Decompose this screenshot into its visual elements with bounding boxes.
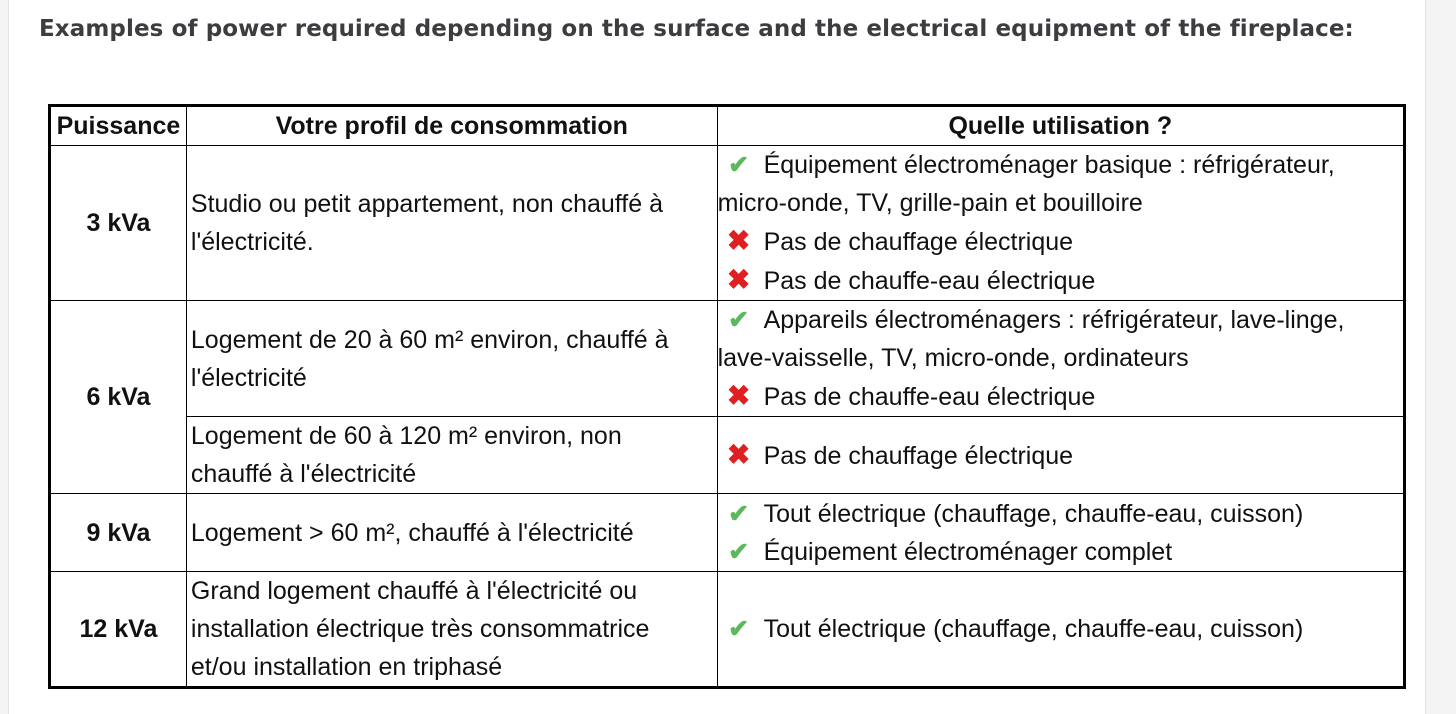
profile-cell (186, 494, 717, 572)
profile-line: et/ou installation en triphasé (190, 653, 503, 681)
usage-item (724, 495, 1399, 533)
usage-item (724, 301, 1399, 339)
usage-cell (717, 146, 1404, 301)
profile-line: Logement de 60 à 120 m² environ, non (190, 422, 622, 450)
page-heading: Examples of power required depending on the surface and the electrical equipment of the fireplace: (39, 16, 1354, 42)
header-usage: Quelle utilisation ? (717, 106, 1404, 146)
profile-line: chauffé à l'électricité (190, 460, 417, 488)
profile-line: Studio ou petit appartement, non chauffé à (190, 190, 663, 218)
usage-cell (717, 301, 1404, 417)
check-icon: ✔ (728, 537, 750, 566)
profile-cell (186, 146, 717, 301)
usage-text: Appareils électroménagers : réfrigérateur, lave-linge, (763, 306, 1345, 334)
usage-item (724, 533, 1399, 571)
content-card (8, 0, 1426, 714)
usage-text: lave-vaisselle, TV, micro-onde, ordinateurs (717, 344, 1189, 372)
usage-text: micro-onde, TV, grille-pain et bouilloire (717, 189, 1143, 217)
usage-cell (717, 572, 1404, 688)
table-row (50, 146, 1405, 301)
power-table (48, 104, 1406, 689)
usage-text: Équipement électroménager basique : réfrigérateur, (763, 151, 1335, 179)
profile-line: installation électrique très consommatrice (190, 615, 650, 643)
power-cell: 12 kVa (50, 572, 187, 688)
usage-item (718, 184, 1399, 222)
table-row (50, 417, 1405, 494)
profile-line: l'électricité (190, 363, 307, 392)
usage-cell (717, 494, 1404, 572)
check-icon: ✔ (728, 499, 750, 528)
usage-text: Tout électrique (chauffage, chauffe-eau, cuisson) (763, 615, 1304, 643)
check-icon: ✔ (728, 615, 750, 643)
power-cell: 9 kVa (50, 494, 187, 572)
cross-icon: ✖ (726, 438, 751, 470)
check-icon: ✔ (728, 306, 750, 334)
usage-text: Pas de chauffage électrique (763, 441, 1074, 470)
usage-text: Pas de chauffage électrique (763, 228, 1074, 256)
header-profile: Votre profil de consommation (186, 106, 717, 146)
profile-cell (186, 417, 717, 494)
power-cell: 3 kVa (50, 146, 187, 301)
usage-item (724, 261, 1399, 300)
table-row (50, 301, 1405, 417)
power-cell: 6 kVa (50, 301, 187, 494)
usage-cell (717, 417, 1404, 494)
usage-item (724, 146, 1399, 184)
table-header-row (50, 106, 1405, 146)
profile-line: l'électricité. (190, 228, 314, 256)
usage-item (724, 610, 1399, 648)
usage-text: Pas de chauffe-eau électrique (763, 267, 1096, 295)
header-power: Puissance (50, 106, 187, 146)
profile-line: Logement de 20 à 60 m² environ, chauffé à (190, 325, 669, 354)
cross-icon: ✖ (726, 225, 751, 256)
usage-item (718, 339, 1399, 377)
check-icon: ✔ (728, 151, 750, 179)
profile-cell (186, 572, 717, 688)
usage-text: Tout électrique (chauffage, chauffe-eau, cuisson) (763, 499, 1304, 528)
profile-line: Grand logement chauffé à l'électricité ou (190, 577, 638, 605)
usage-item (724, 436, 1399, 475)
usage-item (724, 222, 1399, 261)
usage-text: Équipement électroménager complet (763, 537, 1173, 566)
usage-text: Pas de chauffe-eau électrique (763, 383, 1096, 411)
cross-icon: ✖ (726, 380, 751, 411)
profile-cell (186, 301, 717, 417)
table-row (50, 494, 1405, 572)
profile-line: Logement > 60 m², chauffé à l'électricité (190, 518, 634, 547)
cross-icon: ✖ (726, 264, 751, 295)
table-row (50, 572, 1405, 688)
usage-item (724, 377, 1399, 416)
